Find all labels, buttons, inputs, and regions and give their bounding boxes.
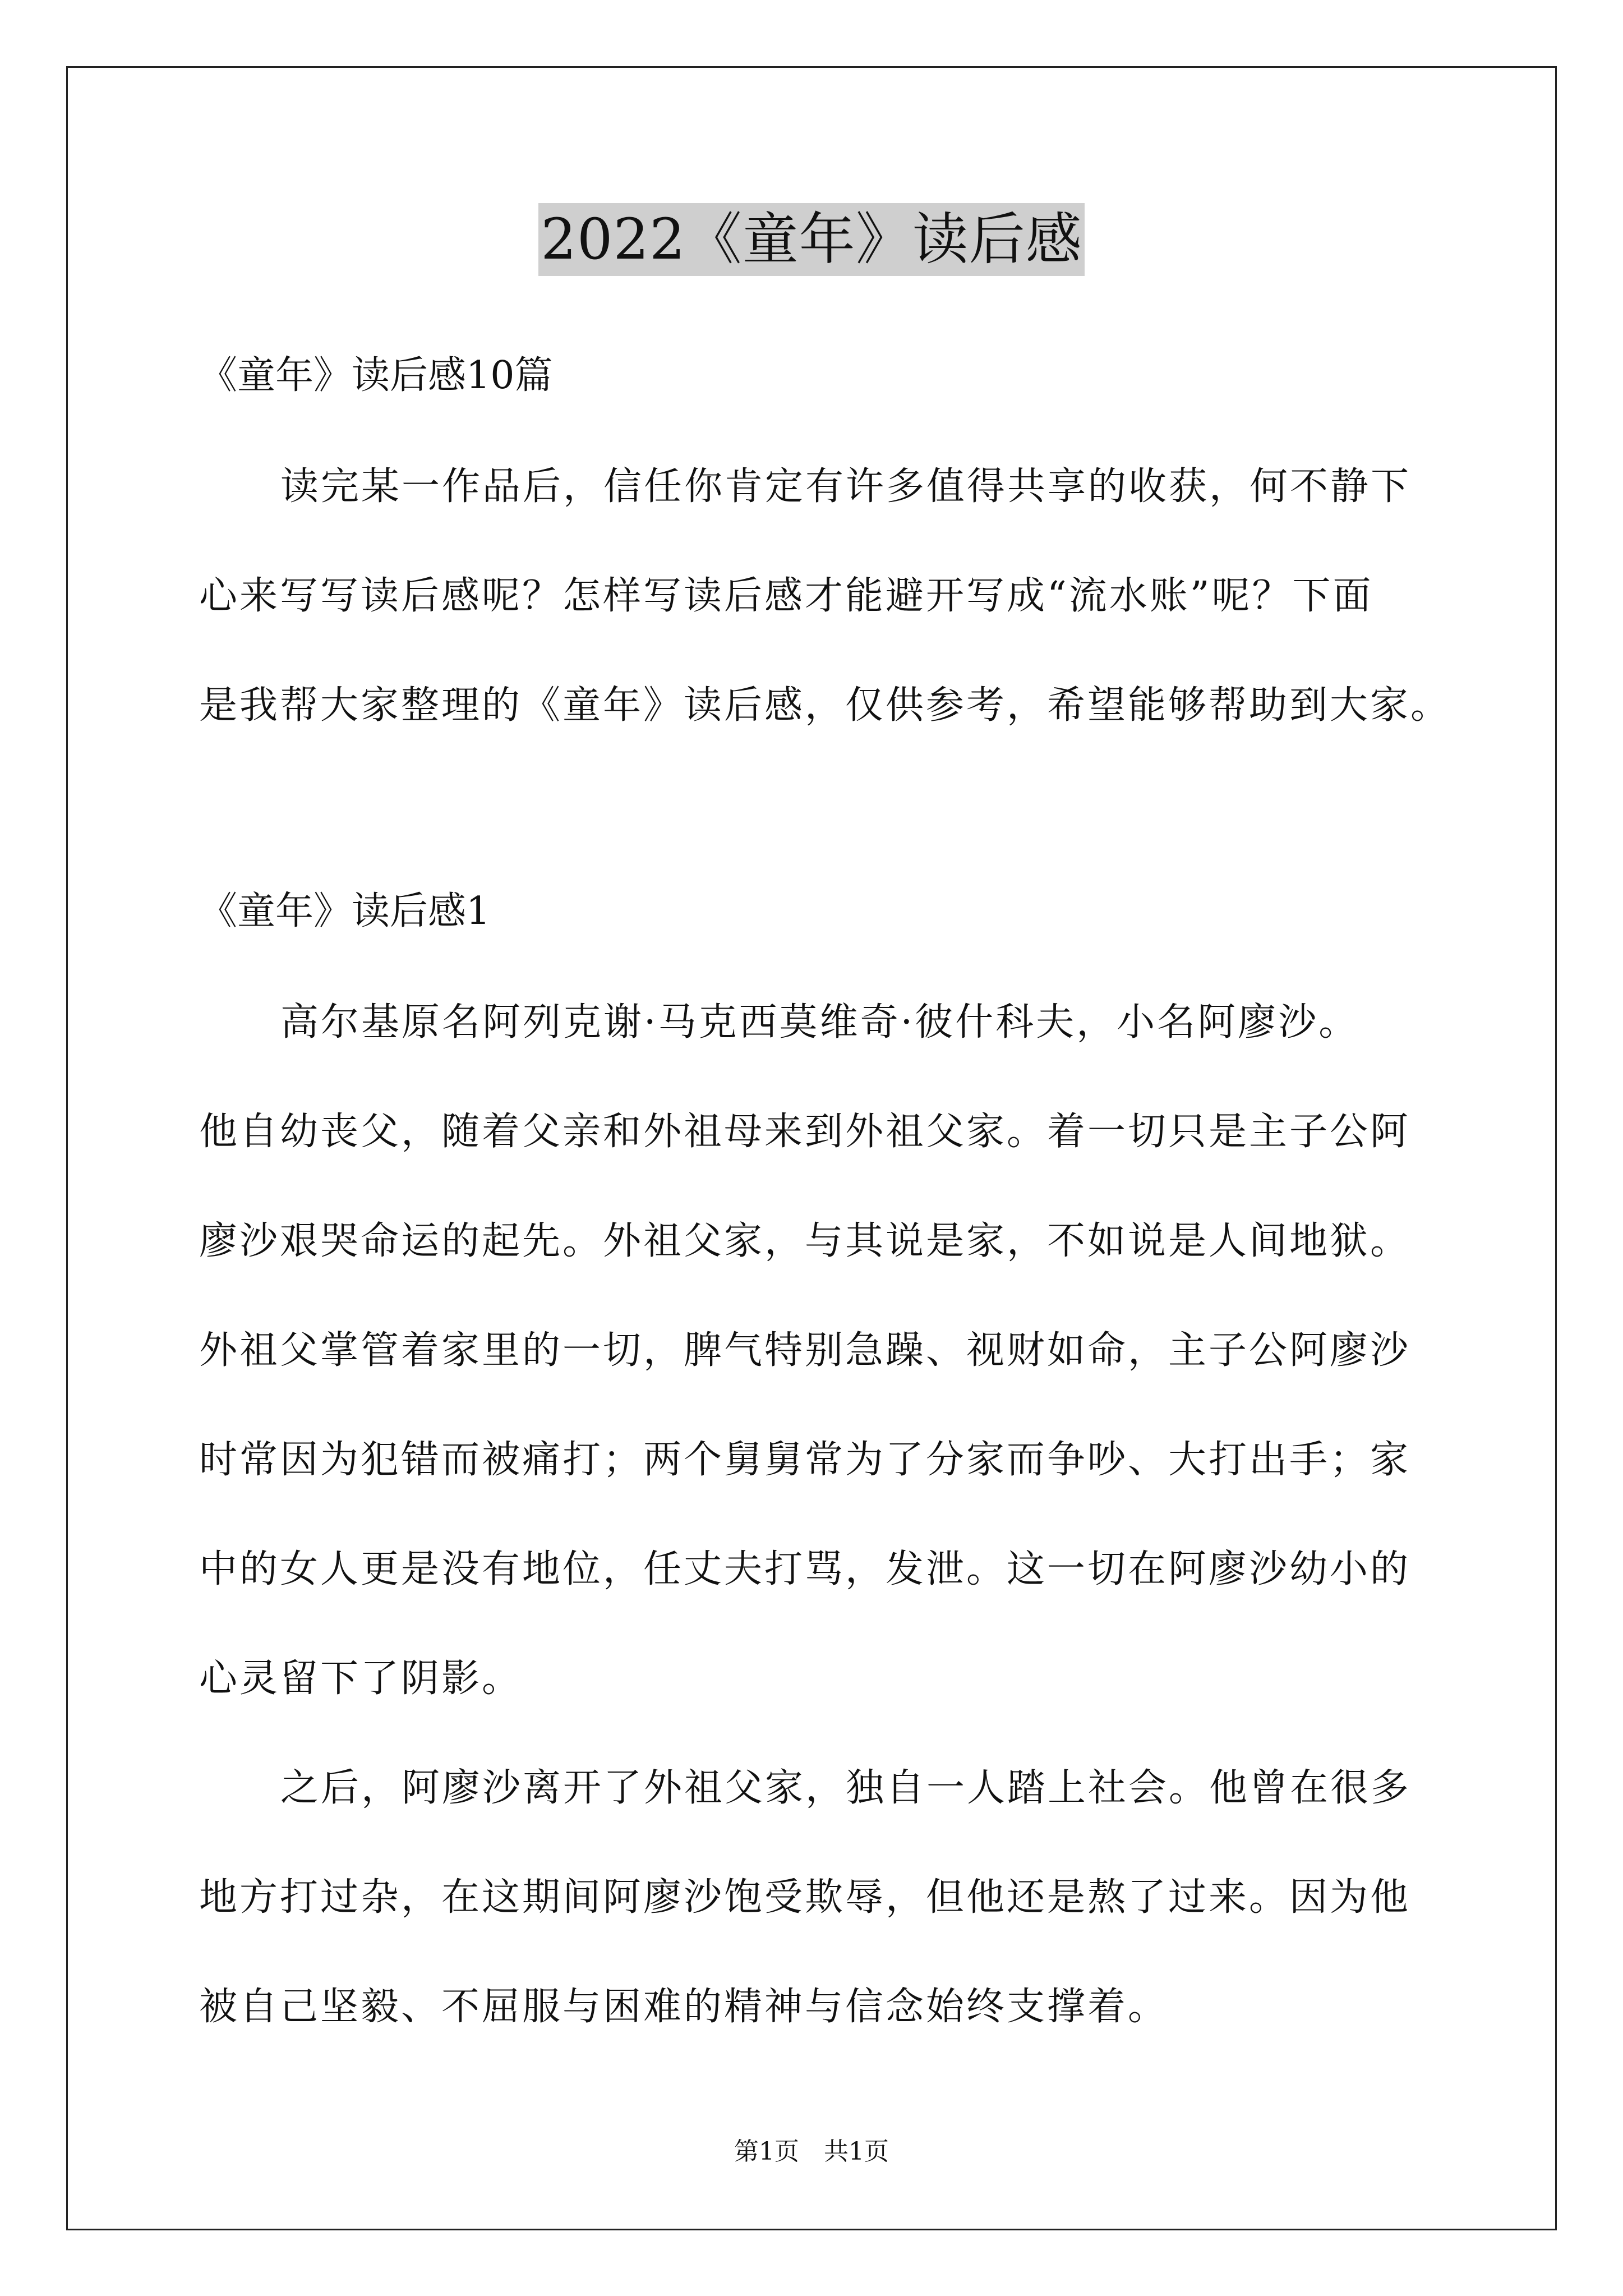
text-line: 高尔基原名阿列克谢·马克西莫维奇·彼什科夫，小名阿廖沙。	[280, 1000, 1359, 1045]
text-line: 廖沙艰哭命运的起先。外祖父家，与其说是家，不如说是人间地狱。	[199, 1219, 1411, 1263]
document-title: 2022《童年》读后感	[538, 203, 1085, 276]
text-line: 地方打过杂，在这期间阿廖沙饱受欺辱，但他还是熬了过来。因为他	[199, 1875, 1411, 1920]
intro-paragraph	[199, 432, 1451, 760]
text-line: 时常因为犯错而被痛打；两个舅舅常为了分家而争吵、大打出手；家	[199, 1438, 1411, 1482]
text-line: 他自幼丧父，随着父亲和外祖母来到外祖父家。着一切只是主子公阿	[199, 1110, 1411, 1154]
text-line: 被自己坚毅、不屈服与困难的精神与信念始终支撑着。	[199, 1985, 1169, 2029]
text-line: 读完某一作品后，信任你肯定有许多值得共享的收获，何不静下	[280, 464, 1412, 509]
text-line: 之后，阿廖沙离开了外祖父家，独自一人踏上社会。他曾在很多	[280, 1766, 1412, 1810]
text-line: 外祖父掌管着家里的一切，脾气特别急躁、视财如命，主子公阿廖沙	[199, 1328, 1411, 1373]
text-line: 心灵留下了阴影。	[199, 1657, 523, 1701]
text-line: 中的女人更是没有地位，任丈夫打骂，发泄。这一切在阿廖沙幼小的	[199, 1547, 1411, 1591]
body-paragraph-1	[199, 968, 1433, 1733]
title-container	[0, 203, 1623, 276]
text-line: 是我帮大家整理的《童年》读后感，仅供参考，希望能够帮助到大家。	[199, 683, 1451, 728]
text-line: 心来写写读后感呢？怎样写读后感才能避开写成“流水账”呢？下面	[199, 574, 1373, 618]
page-footer: 第1页 共1页	[734, 2137, 889, 2166]
document-subtitle: 《童年》读后感10篇	[199, 353, 553, 398]
body-paragraph-2	[199, 1733, 1433, 2062]
section-heading: 《童年》读后感1	[199, 889, 491, 933]
